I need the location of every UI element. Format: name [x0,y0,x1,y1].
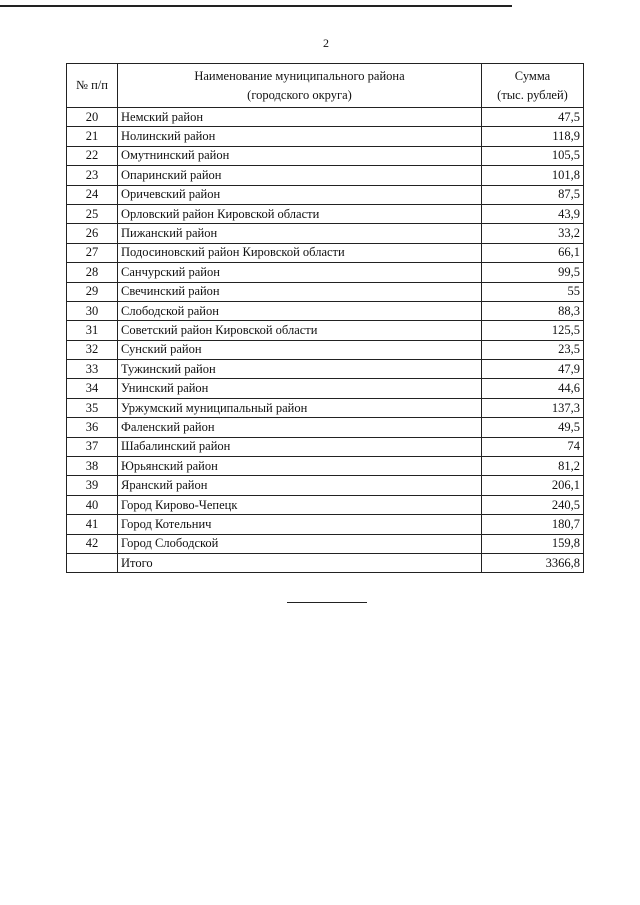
row-number: 27 [67,243,118,262]
allocation-table [66,63,584,573]
district-name: Город Слободской [118,534,482,553]
district-name: Сунский район [118,340,482,359]
table-row [67,108,584,127]
table-row [67,185,584,204]
row-number: 22 [67,146,118,165]
total-label: Итого [118,553,482,572]
end-rule [287,602,367,603]
row-number: 26 [67,224,118,243]
district-name: Пижанский район [118,224,482,243]
table-row [67,437,584,456]
top-rule [0,5,512,7]
total-number-cell [67,553,118,572]
amount: 88,3 [482,301,584,320]
amount: 47,9 [482,360,584,379]
district-name: Нолинский район [118,127,482,146]
table-row [67,127,584,146]
row-number: 34 [67,379,118,398]
district-name: Слободской район [118,301,482,320]
district-name: Фаленский район [118,418,482,437]
row-number: 21 [67,127,118,146]
row-number: 25 [67,204,118,223]
amount: 125,5 [482,321,584,340]
district-name: Яранский район [118,476,482,495]
table-row [67,263,584,282]
amount: 159,8 [482,534,584,553]
row-number: 29 [67,282,118,301]
row-number: 31 [67,321,118,340]
table-row [67,340,584,359]
amount: 74 [482,437,584,456]
total-sum: 3366,8 [482,553,584,572]
amount: 81,2 [482,457,584,476]
table-row [67,166,584,185]
district-name: Унинский район [118,379,482,398]
table-row [67,457,584,476]
amount: 87,5 [482,185,584,204]
amount: 118,9 [482,127,584,146]
table-row [67,224,584,243]
amount: 33,2 [482,224,584,243]
row-number: 37 [67,437,118,456]
district-name: Город Котельнич [118,515,482,534]
row-number: 35 [67,398,118,417]
amount: 180,7 [482,515,584,534]
district-name: Уржумский муниципальный район [118,398,482,417]
amount: 49,5 [482,418,584,437]
table-row [67,282,584,301]
row-number: 33 [67,360,118,379]
row-number: 32 [67,340,118,359]
table-row [67,321,584,340]
table-row [67,301,584,320]
table-row [67,515,584,534]
table-row [67,243,584,262]
district-name: Город Кирово-Чепецк [118,495,482,514]
table-row [67,418,584,437]
table-row [67,476,584,495]
row-number: 36 [67,418,118,437]
header-sum [482,64,584,108]
total-row [67,553,584,572]
district-name: Оричевский район [118,185,482,204]
district-name: Советский район Кировской области [118,321,482,340]
table-row [67,379,584,398]
district-name: Подосиновский район Кировской области [118,243,482,262]
row-number: 20 [67,108,118,127]
district-name: Тужинский район [118,360,482,379]
district-name: Орловский район Кировской области [118,204,482,223]
amount: 44,6 [482,379,584,398]
district-name: Шабалинский район [118,437,482,456]
row-number: 39 [67,476,118,495]
header-name-line1: Наименование муниципального района [194,68,405,83]
amount: 66,1 [482,243,584,262]
amount: 101,8 [482,166,584,185]
table-row [67,398,584,417]
header-sum-line2: (тыс. рублей) [497,87,568,102]
header-sum-line1: Сумма [514,68,551,83]
amount: 23,5 [482,340,584,359]
row-number: 38 [67,457,118,476]
header-name [118,64,482,108]
district-name: Юрьянский район [118,457,482,476]
district-name: Свечинский район [118,282,482,301]
amount: 43,9 [482,204,584,223]
table-row [67,495,584,514]
amount: 99,5 [482,263,584,282]
row-number: 24 [67,185,118,204]
table-body [67,108,584,554]
row-number: 30 [67,301,118,320]
header-number: № п/п [67,64,118,108]
table-row [67,204,584,223]
table-header-row [67,64,584,108]
header-name-line2: (городского округа) [247,87,352,102]
amount: 240,5 [482,495,584,514]
district-name: Немский район [118,108,482,127]
district-name: Опаринский район [118,166,482,185]
row-number: 40 [67,495,118,514]
amount: 137,3 [482,398,584,417]
amount: 206,1 [482,476,584,495]
amount: 55 [482,282,584,301]
row-number: 23 [67,166,118,185]
row-number: 42 [67,534,118,553]
district-name: Санчурский район [118,263,482,282]
table-row [67,534,584,553]
amount: 105,5 [482,146,584,165]
table-row [67,360,584,379]
row-number: 28 [67,263,118,282]
row-number: 41 [67,515,118,534]
district-name: Омутнинский район [118,146,482,165]
page-number: 2 [323,36,329,50]
table-row [67,146,584,165]
amount: 47,5 [482,108,584,127]
